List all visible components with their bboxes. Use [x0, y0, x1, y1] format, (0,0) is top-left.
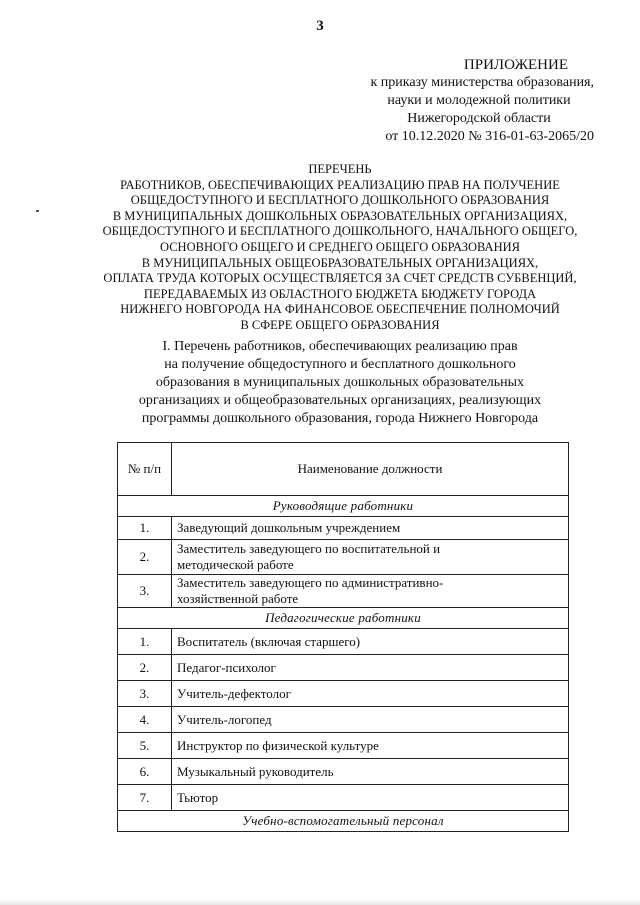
list-title-line: ОБЩЕДОСТУПНОГО И БЕСПЛАТНОГО ДОШКОЛЬНОГО ОБРАЗОВАНИЯ	[130, 193, 550, 208]
list-title-line: В СФЕРЕ ОБЩЕГО ОБРАЗОВАНИЯ	[240, 317, 440, 332]
table-row	[118, 540, 569, 575]
row-num: 3.	[118, 681, 172, 707]
appendix-line-4: от 10.12.2020 № 316-01-63-2065/20	[385, 129, 594, 144]
header-name: Наименование должности	[172, 443, 569, 496]
table-row	[118, 629, 569, 655]
table-row	[118, 785, 569, 811]
row-num: 2.	[118, 540, 172, 575]
row-name-cell	[172, 540, 569, 575]
row-name: Заместитель заведующего по административно-	[177, 575, 444, 590]
appendix-title: ПРИЛОЖЕНИЕ	[463, 57, 568, 73]
section-title-line: I. Перечень работников, обеспечивающих реализацию прав	[162, 339, 518, 354]
section-title-line: программы дошкольного образования, города Нижнего Новгорода	[141, 411, 539, 426]
list-title-line: ОПЛАТА ТРУДА КОТОРЫХ ОСУЩЕСТВЛЯЕТСЯ ЗА СЧЕТ СРЕДСТВ СУБВЕНЦИЙ,	[103, 271, 577, 286]
list-title-line: ПЕРЕЧЕНЬ	[308, 162, 372, 176]
row-name: Воспитатель (включая старшего)	[172, 629, 569, 655]
row-name: Педагог-психолог	[172, 655, 569, 681]
table-row	[118, 759, 569, 785]
list-title-line: НИЖНЕГО НОВГОРОДА НА ФИНАНСОВОЕ ОБЕСПЕЧЕНИЕ ПОЛНОМОЧИЙ	[120, 302, 560, 317]
row-name: Заместитель заведующего по воспитательной и	[177, 541, 441, 556]
list-title-line: ОБЩЕДОСТУПНОГО И БЕСПЛАТНОГО ДОШКОЛЬНОГО, НАЧАЛЬНОГО ОБЩЕГО,	[102, 224, 578, 239]
row-name: Учитель-логопед	[172, 707, 569, 733]
appendix-line-1: к приказу министерства образования,	[370, 75, 594, 90]
section-title	[90, 338, 590, 428]
row-num: 1.	[118, 517, 172, 540]
table-row	[118, 517, 569, 540]
list-title-line: ПЕРЕДАВАЕМЫХ ИЗ ОБЛАСТНОГО БЮДЖЕТА БЮДЖЕТУ ГОРОДА	[143, 286, 537, 301]
row-num: 1.	[118, 629, 172, 655]
row-num: 3.	[118, 575, 172, 608]
category-row	[118, 811, 569, 832]
category-support: Учебно-вспомогательный персонал	[118, 811, 569, 832]
row-num: 4.	[118, 707, 172, 733]
table-header-row	[118, 443, 569, 496]
list-title-line: В МУНИЦИПАЛЬНЫХ ОБЩЕОБРАЗОВАТЕЛЬНЫХ ОРГАНИЗАЦИЯХ,	[141, 255, 539, 270]
table-row	[118, 575, 569, 608]
row-name: Заведующий дошкольным учреждением	[172, 517, 569, 540]
positions-table	[117, 442, 569, 832]
section-title-line: образования в муниципальных дошкольных образовательных	[155, 375, 525, 390]
list-title	[60, 162, 620, 334]
header-num: № п/п	[118, 443, 172, 496]
scan-mark	[36, 210, 39, 212]
table-row	[118, 655, 569, 681]
table-row	[118, 733, 569, 759]
section-title-line: на получение общедоступного и бесплатного дошкольного	[164, 357, 516, 372]
category-row	[118, 496, 569, 517]
section-title-line: организациях и общеобразовательных организациях, реализующих	[138, 393, 542, 408]
appendix-block	[314, 56, 594, 146]
scan-bottom-edge	[0, 899, 640, 905]
category-row	[118, 608, 569, 629]
appendix-line-3: Нижегородской области	[407, 111, 551, 126]
row-num: 2.	[118, 655, 172, 681]
table-row	[118, 681, 569, 707]
row-name: Музыкальный руководитель	[172, 759, 569, 785]
row-num: 5.	[118, 733, 172, 759]
row-num: 7.	[118, 785, 172, 811]
row-name-cell	[172, 575, 569, 608]
row-name-cont: методической работе	[177, 557, 294, 572]
list-title-line: РАБОТНИКОВ, ОБЕСПЕЧИВАЮЩИХ РЕАЛИЗАЦИЮ ПРАВ НА ПОЛУЧЕНИЕ	[120, 177, 560, 192]
list-title-line: ОСНОВНОГО ОБЩЕГО И СРЕДНЕГО ОБЩЕГО ОБРАЗОВАНИЯ	[160, 239, 520, 254]
page-number: 3	[316, 18, 324, 34]
row-name: Тьютор	[172, 785, 569, 811]
category-pedagogical: Педагогические работники	[118, 608, 569, 629]
category-leaders: Руководящие работники	[118, 496, 569, 517]
appendix-line-2: науки и молодежной политики	[387, 93, 571, 108]
table-row	[118, 707, 569, 733]
row-num: 6.	[118, 759, 172, 785]
row-name: Учитель-дефектолог	[172, 681, 569, 707]
row-name: Инструктор по физической культуре	[172, 733, 569, 759]
list-title-line: В МУНИЦИПАЛЬНЫХ ДОШКОЛЬНЫХ ОБРАЗОВАТЕЛЬНЫХ ОРГАНИЗАЦИЯХ,	[112, 208, 568, 223]
row-name-cont: хозяйственной работе	[177, 591, 299, 606]
